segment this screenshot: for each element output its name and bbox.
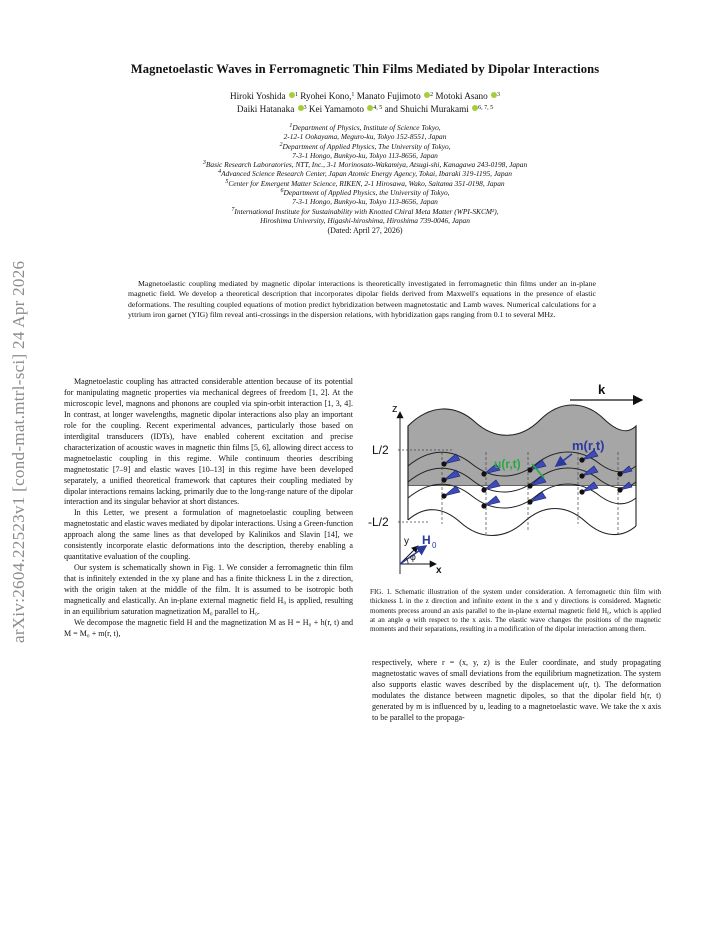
- body-paragraph: In this Letter, we present a formulation of magnetoelastic coupling between magnetostatic and elastic waves mediated by dipolar interactions. Using a Green-function approach along the same lines as that developed by Kalinikos and Slavin [14], we consistently incorporate elastic deformations into the description, thereby enabling a quantitative evaluation of the coupling.: [64, 508, 353, 562]
- paper-title: Magnetoelastic Waves in Ferromagnetic Thin Films Mediated by Dipolar Interactions: [130, 62, 600, 76]
- body-paragraph: Our system is schematically shown in Fig. 1. We consider a ferromagnetic thin film that is infinitely extended in the xy plane and has a finite thickness L in the z direction, with the origin taken at the middle of the film. It is assumed to be isotropic both magnetically and elastically. An in-plane external magnetic field H₀ is applied, resulting in an equilibrium saturation magnetization M₀ parallel to H₀.: [64, 563, 353, 617]
- author-affil-sup: 6, 7, 5: [478, 104, 494, 111]
- affiliation-sup: 1: [289, 123, 293, 129]
- affiliation-text: Department of Applied Physics, the University of Tokyo,: [283, 188, 450, 198]
- abstract-text: Magnetoelastic coupling mediated by magnetic dipolar interactions is theoretically investigated in ferromagnetic thin films under an in-plane magnetic field. We develop a theoretical description that incorporates dipolar fields derived from Maxwell's equations in the presence of elastic deformations. The resulting coupled equations of motion predict hybridization between magnetostatic and Lamb waves. Numerical calculations for a yttrium iron garnet (YIG) film reveal anti-crossings in the dispersion relations, with hybridization gaps ranging from 0.1 to several MHz.: [128, 279, 596, 320]
- affiliation-sup: 6: [280, 188, 284, 195]
- label-bottom: -L/2: [368, 515, 389, 529]
- label-h0: H: [422, 533, 431, 547]
- body-paragraph: Magnetoelastic coupling has attracted considerable attention because of its potential for manipulating magnetic properties via mechanical degrees of freedom [1, 2]. At the microscopic level, magnons and phonons are coupled via spin-orbit interaction [1, 3, 4]. In contrast, at longer wavelengths, magnetic dipolar interactions also play an important role for the coupling. Recent experimental advances, particularly those based on interdigital transducers (IDTs), have enabled coherent excitation and precise characterization of acoustic waves in magnetic thin films [5, 6], allowing direct access to magnetoelastic coupling in this regime. While continuum theories describing magnetostatic [7–9] and elastic waves [10–13] in this regime have been developed separately, a unified theoretical framework that captures their coupling mediated by dipolar interactions remains lacking, primarily due to the long-range nature of the dipolar interaction and its singular behavior at short distances.: [64, 377, 353, 507]
- affiliation-text: Basic Research Laboratories, NTT, Inc., 3-1 Morinosato-Wakamiya, Atsugi-shi, Kanagawa 243-0198, Japan: [205, 160, 528, 170]
- author-name: Shuichi Murakami: [400, 103, 469, 114]
- label-phi: φ: [410, 552, 416, 562]
- figure-1: [360, 374, 660, 584]
- affiliation-line: [60, 216, 670, 225]
- author-conjunction: and: [384, 103, 398, 114]
- author-list: [60, 90, 670, 115]
- author-affil-sup: 1: [294, 92, 298, 98]
- affiliation-text: Hiroshima University, Higashi-hiroshima, Hiroshima 739-0046, Japan: [260, 215, 470, 225]
- author-name: Kei Yamamoto: [308, 103, 364, 114]
- affiliation-line: [60, 207, 670, 216]
- label-top: L/2: [372, 443, 389, 457]
- affiliation-line: [60, 132, 670, 141]
- arxiv-identifier: arXiv:2604.22523v1 [cond-mat.mtrl-sci] 24 Apr 2026: [9, 260, 28, 643]
- author-affil-sup: 2: [430, 92, 434, 98]
- affiliation-line: [60, 188, 670, 197]
- affiliation-line: [60, 197, 670, 206]
- affiliation-text: Center for Emergent Matter Science, RIKEN, 2-1 Hirosawa, Wako, Saitama 351-0198, Japan: [228, 178, 505, 188]
- author-affil-sup: 3: [497, 92, 500, 98]
- author-name: Manato Fujimoto: [356, 91, 421, 101]
- affiliation-text: 7-3-1 Hongo, Bunkyo-ku, Tokyo 113-8656, Japan: [292, 197, 438, 207]
- affiliation-list: [60, 123, 670, 236]
- author-affil-sup: 3: [303, 104, 307, 111]
- author-line-1: [60, 90, 670, 103]
- author-name: Daiki Hatanaka: [236, 103, 295, 114]
- body-column-right: [372, 658, 661, 724]
- affiliation-text: 7-3-1 Hongo, Bunkyo-ku, Tokyo 113-8656, Japan: [292, 150, 438, 160]
- label-k: k: [598, 382, 606, 397]
- label-h0-sub: 0: [432, 541, 437, 550]
- label-z: z: [392, 403, 398, 415]
- body-paragraph: We decompose the magnetic field H and the magnetization M as H = H₀ + h(r, t) and M = M₀ + m(r, t),: [64, 617, 353, 638]
- affiliation-sup: 5: [225, 178, 229, 185]
- affiliation-sup: 3: [202, 160, 206, 167]
- dated-line: (Dated: April 27, 2026): [327, 226, 403, 236]
- affiliation-sup: 7: [231, 206, 235, 213]
- author-affil-sup: 4, 5: [373, 104, 383, 111]
- affiliation-line: [60, 142, 670, 151]
- affiliation-line: [60, 179, 670, 188]
- label-y: y: [404, 536, 409, 547]
- affiliation-line: [60, 169, 670, 178]
- abstract: [128, 279, 596, 321]
- affiliation-line: [60, 123, 670, 132]
- film-schematic: [360, 374, 660, 584]
- label-x: x: [436, 565, 442, 576]
- body-paragraph: respectively, where r = (x, y, z) is the Euler coordinate, and study propagating magnetostatic waves of small deviations from the equilibrium magnetization. The system also supports elastic waves described by the displacement u(r, t). The deformation modulates the distance between magnetic dipoles, so that the dipolar field h(r, t) generated by m is influenced by u, leading to a magnetoelastic wave. We take the x axis to be parallel to the propaga-: [372, 658, 661, 722]
- affiliation-sup: 2: [279, 141, 283, 148]
- affiliation-text: 2-12-1 Ookayama, Meguro-ku, Tokyo 152-8551, Japan: [283, 132, 447, 142]
- author-line-2: [60, 103, 670, 116]
- label-m: m(r,t): [572, 438, 605, 453]
- affiliation-text: Department of Physics, Institute of Science Tokyo,: [292, 123, 441, 132]
- body-column-left: [64, 377, 353, 640]
- figure-caption: FIG. 1. Schematic illustration of the system under consideration. A ferromagnetic thin film with thickness L in the z direction and infinite extent in the x and y directions is considered. Magnetic moments precess around an axis parallel to the in-plane external magnetic field H₀, which is applied at an angle φ with respect to the x axis. The elastic wave changes the positions of the magnetic moments and their separations, resulting in a modification of the dipolar interaction among them.: [370, 588, 661, 634]
- author-affil-sup: 1: [351, 92, 355, 98]
- affiliation-line: [60, 151, 670, 160]
- author-name: Ryohei Kono,: [300, 91, 352, 101]
- author-name: Hiroki Yoshida: [229, 91, 286, 101]
- affiliation-text: Department of Applied Physics, The University of Tokyo,: [282, 141, 451, 151]
- affiliation-sup: 4: [218, 169, 222, 176]
- affiliation-text: International Institute for Sustainability with Knotted Chiral Meta Matter (WPI-SKCM²),: [234, 206, 499, 216]
- author-name: Motoki Asano: [435, 91, 488, 101]
- affiliation-text: Advanced Science Research Center, Japan Atomic Energy Agency, Tokai, Ibaraki 319-1195, Japan: [221, 169, 512, 179]
- label-u: u(r,t): [494, 457, 521, 471]
